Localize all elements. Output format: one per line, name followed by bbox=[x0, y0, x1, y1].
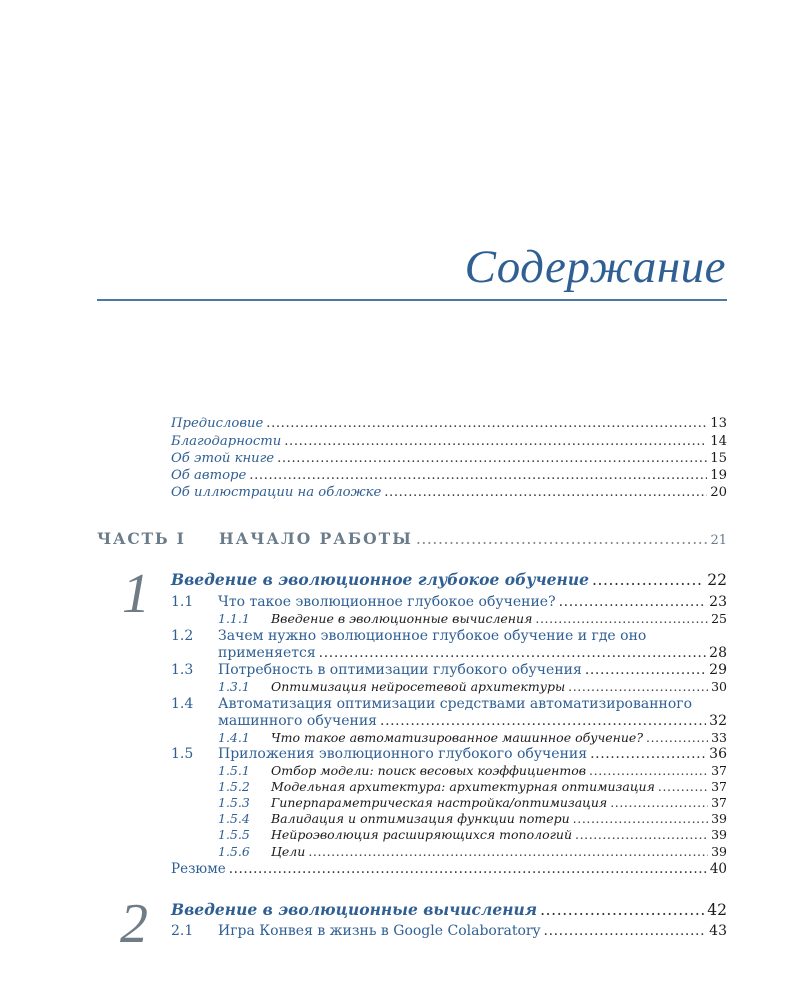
toc-page-number: 40 bbox=[709, 861, 727, 877]
toc-section-1-2-continued[interactable] bbox=[218, 645, 727, 661]
toc-entry-title: Об этой книге bbox=[171, 451, 275, 466]
toc-entry-title: Предисловие bbox=[171, 416, 264, 431]
subsection-number: 1.5.4 bbox=[218, 811, 250, 826]
toc-page-number: 14 bbox=[710, 434, 727, 449]
chapter-number-2: 2 bbox=[120, 893, 148, 955]
toc-chapter-1[interactable] bbox=[171, 570, 727, 590]
toc-page-number: 20 bbox=[710, 485, 727, 500]
toc-page-number: 39 bbox=[711, 844, 727, 859]
subsection-number: 1.5.5 bbox=[218, 827, 250, 842]
toc-section-1-3[interactable] bbox=[171, 662, 727, 678]
toc-page-number: 13 bbox=[710, 416, 727, 431]
subsection-title: Цели bbox=[271, 844, 306, 859]
toc-subsection-1-5-2[interactable] bbox=[218, 779, 727, 795]
toc-page-number: 42 bbox=[707, 901, 727, 919]
toc-page-number: 37 bbox=[711, 779, 727, 794]
section-title-line1: Зачем нужно эволюционное глубокое обучение и где оно bbox=[218, 628, 647, 644]
part-label: ЧАСТЬ I bbox=[97, 529, 186, 548]
toc-page-number: 39 bbox=[711, 811, 727, 826]
subsection-title: Гиперпараметрическая настройка/оптимизация bbox=[271, 795, 608, 810]
toc-section-1-4[interactable] bbox=[171, 696, 727, 712]
subsection-number: 1.5.1 bbox=[218, 763, 250, 778]
subsection-title: Валидация и оптимизация функции потери bbox=[271, 811, 570, 826]
toc-entry-title: Благодарности bbox=[171, 434, 282, 449]
subsection-number: 1.1.1 bbox=[218, 611, 250, 626]
title-rule bbox=[97, 299, 727, 301]
toc-page-number: 22 bbox=[707, 571, 727, 589]
subsection-number: 1.4.1 bbox=[218, 730, 250, 745]
toc-page-number: 28 bbox=[709, 645, 727, 661]
chapter-title: Введение в эволюционные вычисления bbox=[171, 900, 538, 919]
toc-summary[interactable] bbox=[171, 861, 727, 877]
subsection-number: 1.5.6 bbox=[218, 844, 250, 859]
section-title-line2: применяется bbox=[218, 645, 316, 661]
toc-section-1-2[interactable] bbox=[171, 628, 727, 644]
page-title: Содержание bbox=[464, 241, 726, 293]
toc-page-number: 37 bbox=[711, 795, 727, 810]
toc-part-1[interactable] bbox=[97, 529, 727, 551]
section-title: Потребность в оптимизации глубокого обучения bbox=[218, 662, 582, 678]
toc-subsection-1-5-1[interactable] bbox=[218, 763, 727, 779]
toc-page-number: 23 bbox=[709, 594, 727, 610]
section-title: Что такое эволюционное глубокое обучение? bbox=[218, 594, 556, 610]
toc-entry-cover-illustration[interactable] bbox=[171, 485, 727, 501]
subsection-title: Оптимизация нейросетевой архитектуры bbox=[271, 679, 566, 694]
toc-page-number: 15 bbox=[710, 451, 727, 466]
subsection-title: Что такое автоматизированное машинное обучение? bbox=[271, 730, 644, 745]
toc-subsection-1-5-4[interactable] bbox=[218, 811, 727, 827]
toc-subsection-1-3-1[interactable] bbox=[218, 679, 727, 695]
subsection-number: 1.5.2 bbox=[218, 779, 250, 794]
section-title: Игра Конвея в жизнь в Google Colaboratory bbox=[218, 923, 541, 939]
toc-page-number: 29 bbox=[709, 662, 727, 678]
toc-subsection-1-5-3[interactable] bbox=[218, 795, 727, 811]
toc-subsection-1-4-1[interactable] bbox=[218, 730, 727, 746]
section-title: Приложения эволюционного глубокого обучения bbox=[218, 746, 588, 762]
section-number: 1.2 bbox=[171, 628, 194, 644]
toc-section-1-4-continued[interactable] bbox=[218, 713, 727, 729]
toc-page-number: 37 bbox=[711, 763, 727, 778]
toc-subsection-1-1-1[interactable] bbox=[218, 611, 727, 627]
subsection-number: 1.5.3 bbox=[218, 795, 250, 810]
toc-subsection-1-5-5[interactable] bbox=[218, 827, 727, 843]
chapter-title: Введение в эволюционное глубокое обучение bbox=[171, 570, 589, 589]
toc-page-number: 19 bbox=[710, 468, 727, 483]
toc-subsection-1-5-6[interactable] bbox=[218, 844, 727, 860]
toc-entry-acknowledgments[interactable] bbox=[171, 434, 727, 450]
toc-page-number: 36 bbox=[709, 746, 727, 762]
toc-section-2-1[interactable] bbox=[171, 923, 727, 939]
subsection-title: Нейроэволюция расширяющихся топологий bbox=[271, 827, 573, 842]
toc-section-1-5[interactable] bbox=[171, 746, 727, 762]
summary-title: Резюме bbox=[171, 861, 226, 877]
subsection-title: Отбор модели: поиск весовых коэффициентов bbox=[271, 763, 587, 778]
subsection-number: 1.3.1 bbox=[218, 679, 250, 694]
toc-page-number: 39 bbox=[711, 827, 727, 842]
section-title-line2: машинного обучения bbox=[218, 713, 378, 729]
toc-entry-preface[interactable] bbox=[171, 416, 727, 432]
section-number: 2.1 bbox=[171, 923, 194, 939]
chapter-number-1: 1 bbox=[122, 563, 150, 625]
toc-page-number: 32 bbox=[709, 713, 727, 729]
toc-entry-about-author[interactable] bbox=[171, 468, 727, 484]
toc-page-number: 33 bbox=[711, 730, 727, 745]
toc-entry-title: Об иллюстрации на обложке bbox=[171, 485, 382, 500]
toc-entry-about-book[interactable] bbox=[171, 451, 727, 467]
section-number: 1.4 bbox=[171, 696, 194, 712]
section-number: 1.1 bbox=[171, 594, 194, 610]
toc-page-number: 30 bbox=[711, 679, 727, 694]
toc-page-number: 25 bbox=[711, 611, 727, 626]
part-title: НАЧАЛО РАБОТЫ bbox=[219, 529, 413, 548]
toc-page-number: 21 bbox=[710, 533, 727, 548]
subsection-title: Модельная архитектура: архитектурная оптимизация bbox=[271, 779, 655, 794]
section-number: 1.5 bbox=[171, 746, 194, 762]
section-title-line1: Автоматизация оптимизации средствами автоматизированного bbox=[218, 696, 693, 712]
toc-section-1-1[interactable] bbox=[171, 594, 727, 610]
toc-page-number: 43 bbox=[709, 923, 727, 939]
subsection-title: Введение в эволюционные вычисления bbox=[271, 611, 533, 626]
section-number: 1.3 bbox=[171, 662, 194, 678]
toc-chapter-2[interactable] bbox=[171, 900, 727, 920]
toc-entry-title: Об авторе bbox=[171, 468, 247, 483]
